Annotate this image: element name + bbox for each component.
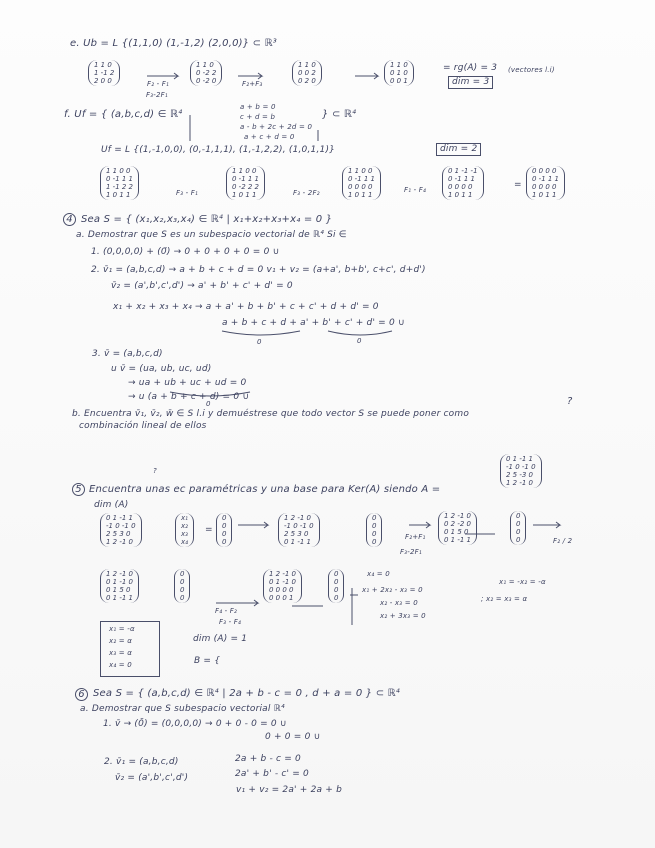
f-matrix-4: 0 1 -1 -1 0 -1 1 1 0 0 0 0 1 0 1 1 (442, 166, 484, 200)
q5-op-1: F₂+F₁ (405, 533, 426, 541)
q6-eq-3: v₁ + v₂ = 2a' + 2a + b (236, 785, 342, 795)
e-op-1: F₂ - F₁ (147, 80, 170, 88)
q6-number: 6 (75, 688, 88, 701)
q5-matrix-2: 1 2 -1 0 0 2 -2 0 0 1 5 0 0 1 -1 1 (438, 511, 477, 545)
q4-a-3d: → u (a + b + c + d) = 0 ∪ (128, 392, 250, 402)
q5-op-2: F₃-2F₁ (400, 548, 422, 556)
q5-sys-2: x₁ + 2x₂ - x₃ = 0 (362, 586, 423, 594)
f-matrix-3: 1 1 0 0 0 -1 1 1 0 0 0 0 1 0 1 1 (342, 166, 381, 200)
f-matrix-2: 1 1 0 0 0 -1 1 1 0 -2 2 2 1 0 1 1 (226, 166, 265, 200)
q5-param-1: x₁ = -α (109, 625, 135, 633)
q5-result-2: ; x₂ = x₃ = α (481, 595, 528, 603)
q5-question-mark: ? (153, 467, 157, 475)
e-title: e. Ub = L {(1,1,0) (1,-1,2) (2,0,0)} ⊂ ℝ³ (70, 38, 277, 49)
q5-matrix-A: 0 1 -1 1 -1 0 -1 0 2 5 -3 0 1 2 -1 0 (500, 454, 542, 488)
q5-vector-zero: 0 0 0 0 (216, 513, 232, 547)
q6-title: Sea S = { (a,b,c,d) ∈ ℝ⁴ | 2a + b - c = 0 , d + a = 0 } ⊂ ℝ⁴ (93, 688, 401, 699)
q5-matrix-4: 1 2 -1 0 0 1 -1 0 0 0 0 0 0 0 0 1 (263, 569, 302, 603)
e-matrix-1: 1 1 0 1 -1 2 2 0 0 (88, 60, 120, 86)
q6-a-1: 1. v̄ → (0̄) = (0,0,0,0) → 0 + 0 - 0 = 0 ∪ (103, 719, 287, 729)
e-matrix-4: 1 1 0 0 1 0 0 0 1 (384, 60, 414, 86)
q4-a-1: 1. (0,0,0,0) + (0̄) → 0 + 0 + 0 + 0 = 0 ∪ (91, 247, 280, 257)
q4-a-2: 2. v̄₁ = (a,b,c,d) → a + b + c + d = 0 v₁ + v₂ = (a+a', b+b', c+c', d+d') (91, 265, 426, 275)
q5-dim: dim (A) = 1 (193, 634, 248, 644)
f-eq-4: a + c + d = 0 (244, 133, 295, 141)
equals-sign: = (205, 525, 213, 535)
q5-dim-A: dim (A) (94, 500, 129, 510)
q5-basis: B = { (194, 656, 221, 666)
q4-a: a. Demostrar que S es un subespacio vectorial de ℝ⁴ Si ∈ (76, 230, 347, 240)
f-dim: dim = 2 (436, 143, 481, 156)
f-eq-1: a + b = 0 (240, 103, 276, 111)
q5-sys-1: x₄ = 0 (367, 570, 390, 578)
e-matrix-2: 1 1 0 0 -2 2 0 -2 0 (190, 60, 222, 86)
q4-zero-3: 0 (206, 400, 211, 408)
f-generators: Uf = L {(1,-1,0,0), (0,-1,1,1), (1,-1,2,2), (1,0,1,1)} (101, 145, 336, 155)
f-op-1: F₃ - F₁ (176, 189, 199, 197)
f-eq-2: c + d = b (240, 113, 276, 121)
q5-op-3: F₂ / 2 (553, 537, 573, 545)
q5-sys-4: x₂ + 3x₃ = 0 (380, 612, 426, 620)
q4-b-2: combinación lineal de ellos (79, 421, 207, 431)
q5-param-2: x₂ = α (109, 637, 133, 645)
q4-number: 4 (63, 213, 76, 226)
q4-a-2d: a + b + c + d + a' + b' + c' + d' = 0 ∪ (222, 318, 405, 328)
q5-op-4: F₄ - F₂ (215, 607, 238, 615)
q5-matrix-4-zeros: 0 0 0 0 (328, 569, 344, 603)
q5-matrix-3: 1 2 -1 0 0 1 -1 0 0 1 5 0 0 1 -1 1 (100, 569, 139, 603)
f-matrix-1: 1 1 0 0 0 -1 1 1 1 -1 2 2 1 0 1 1 (100, 166, 139, 200)
q5-result-1: x₁ = -x₂ = -α (499, 578, 546, 586)
q4-a-3b: u v̄ = (ua, ub, uc, ud) (111, 364, 212, 374)
f-title: f. Uf = { (a,b,c,d) ∈ ℝ⁴ (64, 109, 183, 120)
f-op-2: F₃ - 2F₂ (293, 189, 320, 197)
f-subset: } ⊂ ℝ⁴ (322, 109, 357, 120)
q5-matrix-3-zeros: 0 0 0 0 (174, 569, 190, 603)
e-op-3: F₂+F₃ (242, 80, 263, 88)
q6-a: a. Demostrar que S subespacio vectorial ℝ⁴ (80, 704, 285, 714)
e-dim: dim = 3 (448, 76, 493, 89)
f-eq-3: a - b + 2c + 2d = 0 (240, 123, 313, 131)
e-matrix-3: 1 1 0 0 0 2 0 2 0 (292, 60, 322, 86)
q6-eq-1: 2a + b - c = 0 (235, 754, 301, 764)
q6-a-1b: 0 + 0 = 0 ∪ (265, 732, 321, 742)
q4-a-2b: v̄₂ = (a',b',c',d') → a' + b' + c' + d' = 0 (111, 281, 293, 291)
q6-a-2b: v̄₂ = (a',b',c',d') (115, 773, 189, 783)
q5-matrix-coeff: 0 1 -1 1 -1 0 -1 0 2 5 3 0 1 2 -1 0 (100, 513, 142, 547)
q5-param-box (100, 621, 160, 677)
equals-sign: = (514, 180, 522, 190)
q5-sys-3: x₂ - x₃ = 0 (380, 599, 418, 607)
e-note: (vectores l.i) (508, 66, 555, 74)
q6-eq-2: 2a' + b' - c' = 0 (235, 769, 309, 779)
f-op-3: F₁ - F₄ (404, 186, 427, 194)
q5-matrix-1: 1 2 -1 0 -1 0 -1 0 2 5 3 0 0 1 -1 1 (278, 513, 320, 547)
q4-question-mark: ? (567, 396, 573, 407)
f-matrix-5: 0 0 0 0 0 -1 1 1 0 0 0 0 1 0 1 1 (526, 166, 565, 200)
q5-vector-x: x₁ x₂ x₃ x₄ (175, 513, 194, 547)
q5-param-3: x₃ = α (109, 649, 133, 657)
q4-zero-2: 0 (357, 337, 362, 345)
q4-a-3c: → ua + ub + uc + ud = 0 (128, 378, 247, 388)
q5-op-5: F₃ - F₄ (219, 618, 242, 626)
q5-param-4: x₄ = 0 (109, 661, 132, 669)
q4-zero-1: 0 (257, 338, 262, 346)
q4-b: b. Encuentra v̄₁, v̄₂, w̄ ∈ S l.i y demuéstrese que todo vector S se puede poner como (72, 409, 470, 419)
q4-a-3: 3. v̄ = (a,b,c,d) (92, 349, 163, 359)
q4-a-2c: x₁ + x₂ + x₃ + x₄ → a + a' + b + b' + c + c' + d + d' = 0 (113, 302, 379, 312)
q5-matrix-1-zeros: 0 0 0 0 (366, 513, 382, 547)
q5-number: 5 (72, 483, 85, 496)
q5-title: Encuentra unas ec paramétricas y una base para Ker(A) siendo A = (89, 484, 441, 495)
e-op-2: F₃-2F₁ (146, 91, 168, 99)
q6-a-2: 2. v̄₁ = (a,b,c,d) (104, 757, 179, 767)
q5-matrix-2-zeros: 0 0 0 0 (510, 511, 526, 545)
e-rank: = rg(A) = 3 (443, 63, 498, 73)
q4-title: Sea S = { (x₁,x₂,x₃,x₄) ∈ ℝ⁴ | x₁+x₂+x₃+x₄ = 0 } (81, 214, 333, 225)
